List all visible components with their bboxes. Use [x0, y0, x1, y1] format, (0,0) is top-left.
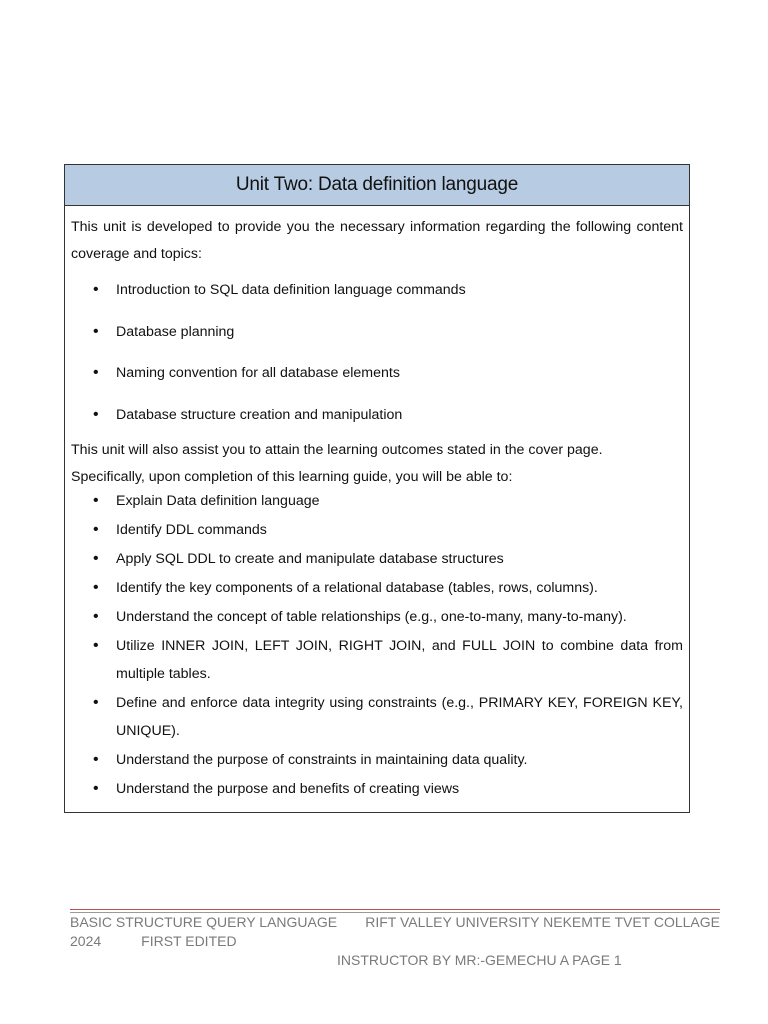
outcome-item: • Identify the key components of a relational database (tables, rows, columns). [71, 574, 683, 602]
outcome-item: • Understand the concept of table relationships (e.g., one-to-many, many-to-many). [71, 603, 683, 631]
footer-institution: RIFT VALLEY UNIVERSITY NEKEMTE TVET COLLAGE [365, 914, 720, 930]
footer-line-2 [70, 932, 720, 951]
outcome-item: • Apply SQL DDL to create and manipulate database structures [71, 545, 683, 573]
outcome-item: • Utilize INNER JOIN, LEFT JOIN, RIGHT JOIN, and FULL JOIN to combine data from multiple tables. [71, 632, 683, 688]
outcome-item: • Understand the purpose and benefits of creating views [71, 775, 683, 803]
footer-year: 2024 [70, 933, 102, 949]
footer-edition: FIRST EDITED [141, 933, 237, 949]
outcomes-intro-1: This unit will also assist you to attain the learning outcomes stated in the cover page. [71, 441, 603, 458]
outcomes-intro-2: Specifically, upon completion of this learning guide, you will be able to: [71, 468, 513, 485]
footer-line-3 [70, 951, 720, 970]
topic-item: • Database planning [71, 318, 683, 346]
topic-item: • Naming convention for all database elements [71, 359, 683, 387]
outcome-item: • Define and enforce data integrity using constraints (e.g., PRIMARY KEY, FOREIGN KEY, UNIQUE). [71, 689, 683, 745]
footer-line-1 [70, 913, 720, 932]
unit-title: Unit Two: Data definition language [235, 174, 519, 195]
footer-course: BASIC STRUCTURE QUERY LANGUAGE [70, 914, 338, 930]
unit-header [65, 165, 689, 206]
outcome-item: • Explain Data definition language [71, 487, 683, 515]
footer-instructor-page: INSTRUCTOR BY MR:-GEMECHU A PAGE 1 [337, 952, 622, 968]
outcomes-list [71, 487, 683, 803]
unit-box [64, 164, 690, 813]
outcome-item: • Understand the purpose of constraints in maintaining data quality. [71, 746, 683, 774]
footer-spacer [101, 932, 141, 951]
page-footer [70, 913, 720, 970]
topics-list [71, 276, 683, 429]
footer-rule [70, 909, 720, 910]
topic-item: • Introduction to SQL data definition language commands [71, 276, 683, 304]
topic-item: • Database structure creation and manipulation [71, 401, 683, 429]
unit-intro: This unit is developed to provide you the necessary information regarding the following content coverage and topics: [71, 219, 683, 262]
unit-body [65, 206, 689, 812]
outcome-item: • Identify DDL commands [71, 516, 683, 544]
